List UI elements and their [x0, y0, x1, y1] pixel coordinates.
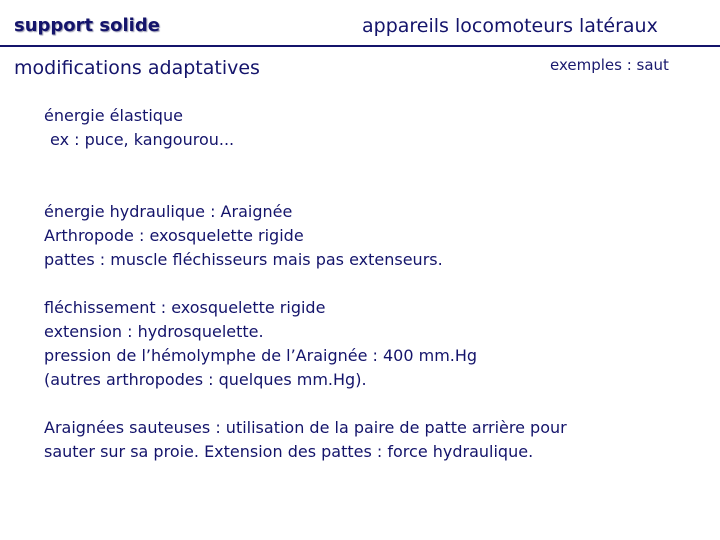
hydraulic-line-2: Arthropode : exosquelette rigide [44, 226, 304, 245]
header-right-title: appareils locomoteurs latéraux [362, 15, 658, 37]
elastic-energy-block [44, 104, 234, 152]
hydraulic-energy-block [44, 200, 443, 272]
flexion-line-2: extension : hydrosquelette. [44, 322, 264, 341]
flexion-line-3: pression de l’hémolymphe de l’Araignée : 400 mm.Hg [44, 346, 478, 365]
header-divider [0, 45, 720, 47]
jumping-spiders-block [44, 416, 567, 464]
flexion-block [44, 296, 477, 392]
header-left-title: support solide [14, 15, 160, 36]
example-label: exemples : saut [550, 56, 669, 74]
jumping-line-1: Araignées sauteuses : utilisation de la paire de patte arrière pour [44, 418, 567, 437]
jumping-line-2: sauter sur sa proie. Extension des pattes : force hydraulique. [44, 442, 534, 461]
subtitle: modifications adaptatives [14, 57, 260, 79]
flexion-line-4: (autres arthropodes : quelques mm.Hg). [44, 370, 367, 389]
flexion-line-1: fléchissement : exosquelette rigide [44, 298, 326, 317]
hydraulic-line-1: énergie hydraulique : Araignée [44, 202, 293, 221]
hydraulic-line-3: pattes : muscle fléchisseurs mais pas extenseurs. [44, 250, 443, 269]
elastic-line-2: ex : puce, kangourou... [50, 130, 235, 149]
elastic-line-1: énergie élastique [44, 106, 183, 125]
